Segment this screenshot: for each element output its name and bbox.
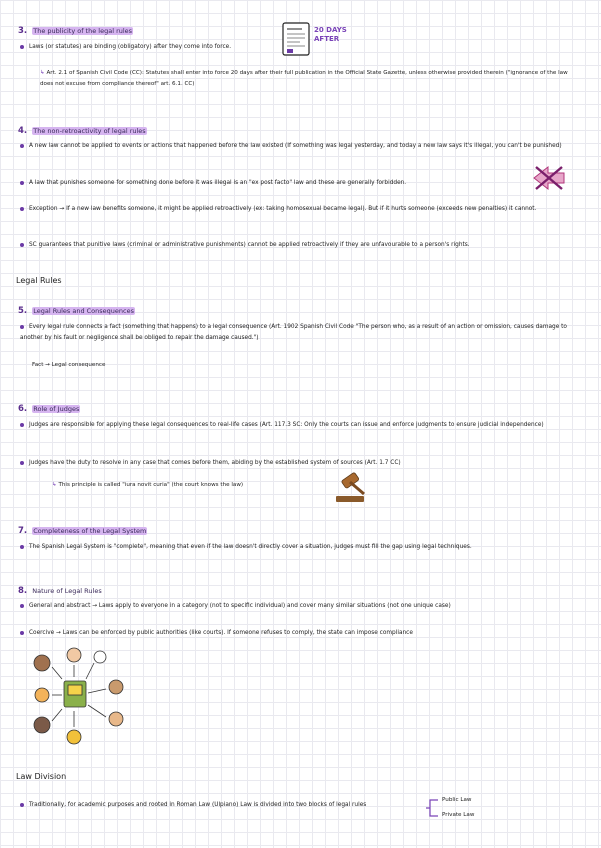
bullet-dot-icon	[20, 631, 24, 635]
section-title: Nature of Legal Rules	[32, 587, 102, 595]
coercion-illustration	[30, 645, 130, 745]
bullet-s6-1	[20, 420, 580, 431]
bullet-text: Judges have the duty to resolve in any case that comes before them, abiding by the established system of sources (Art. 1.7 CC)	[29, 460, 401, 466]
private-law-label: Private Law	[442, 812, 475, 818]
section-5-heading	[18, 298, 135, 317]
bullet-text: General and abstract → Laws apply to everyone in a category (not to specific individual) and cover many similar situations (not one unique case)	[29, 603, 451, 609]
section-3-heading	[18, 18, 133, 37]
bullet-text: A law that punishes someone for something done before it was illegal is an "ex post facto" law and these are generally forbidden.	[29, 180, 407, 186]
bullet-s6-2	[20, 458, 580, 469]
bullet-dot-icon	[20, 325, 24, 329]
bullet-s4-2	[20, 178, 500, 189]
section-8-heading	[18, 578, 102, 597]
gazette-document-icon	[282, 22, 310, 56]
bullet-s4-4	[20, 240, 580, 251]
bullet-text: The Spanish Legal System is "complete", meaning that even if the law doesn't directly cover a situation, judges must fill the gap using legal techniques.	[29, 544, 472, 550]
bullet-text: SC guarantees that punitive laws (criminal or administrative punishments) cannot be applied retroactively if they are unfavourable to a person's rights.	[29, 242, 470, 248]
bullet-text: Laws (or statutes) are binding (obligatory) after they come into force.	[29, 44, 232, 50]
section-number: 4.	[18, 126, 28, 136]
return-arrow-icon: ↳	[40, 70, 47, 76]
bullet-dot-icon	[20, 207, 24, 211]
bullet-s3-1	[20, 42, 270, 53]
bullet-dot-icon	[20, 181, 24, 185]
bullet-dot-icon	[20, 144, 24, 148]
section-number: 7.	[18, 526, 28, 536]
bullet-s6-sub	[52, 480, 332, 491]
section-number: 8.	[18, 586, 28, 596]
bullet-text: Art. 2.1 of Spanish Civil Code (CC): Statutes shall enter into force 20 days after their full publication in the Official State Gazette, unless otherwise provided therein ("ignorance of the law does not excuse from compliance thereof" art. 6.1. CC)	[40, 70, 568, 87]
section-7-heading	[18, 518, 147, 537]
bullet-text: Traditionally, for academic purposes and rooted in Roman Law (Ulpiano) Law is divided into two blocks of legal rules	[29, 802, 367, 808]
bullet-s4-1	[20, 141, 580, 152]
section-title: Completeness of the Legal System	[33, 527, 147, 535]
bullet-dot-icon	[20, 243, 24, 247]
gavel-icon	[330, 470, 370, 504]
bullet-dot-icon	[20, 461, 24, 465]
bullet-s3-sub	[40, 68, 575, 90]
section-number: 3.	[18, 26, 28, 36]
bullet-dot-icon	[20, 803, 24, 807]
law-division-heading: Law Division	[16, 772, 67, 781]
bullet-dot-icon	[20, 604, 24, 608]
bullet-text: A new law cannot be applied to events or actions that happened before the law existed (If something was legal yesterday, and today a new law says it's illegal, you can't be punished)	[29, 143, 562, 149]
section-title: Legal Rules and Consequences	[33, 307, 134, 315]
bullet-s7-1	[20, 542, 580, 553]
bullet-text: This principle is called "iura novit curia" (the court knows the law)	[58, 482, 244, 488]
section-number: 6.	[18, 404, 28, 414]
section-title: The non-retroactivity of legal rules	[33, 127, 146, 135]
section-4-heading	[18, 118, 147, 137]
fact-consequence-line: Fact → Legal consequence	[32, 362, 106, 368]
bullet-text: Exception → If a new law benefits someone, it might be applied retroactively (ex: taking homosexual became legal). But if it hurts someone (exceeds new penalties) it cannot.	[29, 206, 537, 212]
legal-rules-heading: Legal Rules	[16, 276, 62, 285]
forbidden-arrow-icon	[532, 165, 566, 191]
bullet-text: Coercive → Laws can be enforced by public authorities (like courts). If someone refuses to comply, the state can impose compliance	[29, 630, 413, 636]
bullet-dot-icon	[20, 423, 24, 427]
bullet-law-division	[20, 800, 440, 811]
bullet-s5-1	[20, 322, 580, 344]
bullet-text: Every legal rule connects a fact (something that happens) to a legal consequence (Art. 1902 Spanish Civil Code "The person who, as a result of an action or omission, causes damage to another by his fault or negligence shall be obliged to repair the damage caused.")	[20, 324, 567, 341]
bullet-s4-3	[20, 204, 580, 215]
section-number: 5.	[18, 306, 28, 316]
public-law-label: Public Law	[442, 797, 472, 803]
branch-arrow-icon	[424, 797, 440, 819]
bullet-text: Judges are responsible for applying these legal consequences to real-life cases (Art. 117.3 SC: Only the courts can issue and enforce judgments to ensure judicial independence)	[29, 422, 544, 428]
bullet-s8-1	[20, 601, 580, 612]
bullet-s8-2	[20, 628, 580, 639]
twenty-days-label: 20 DAYS AFTER	[314, 26, 347, 43]
section-6-heading	[18, 396, 80, 415]
bullet-dot-icon	[20, 545, 24, 549]
bullet-dot-icon	[20, 45, 24, 49]
section-title: The publicity of the legal rules	[33, 27, 133, 35]
section-title: Role of Judges	[33, 405, 80, 413]
return-arrow-icon: ↳	[52, 482, 59, 488]
